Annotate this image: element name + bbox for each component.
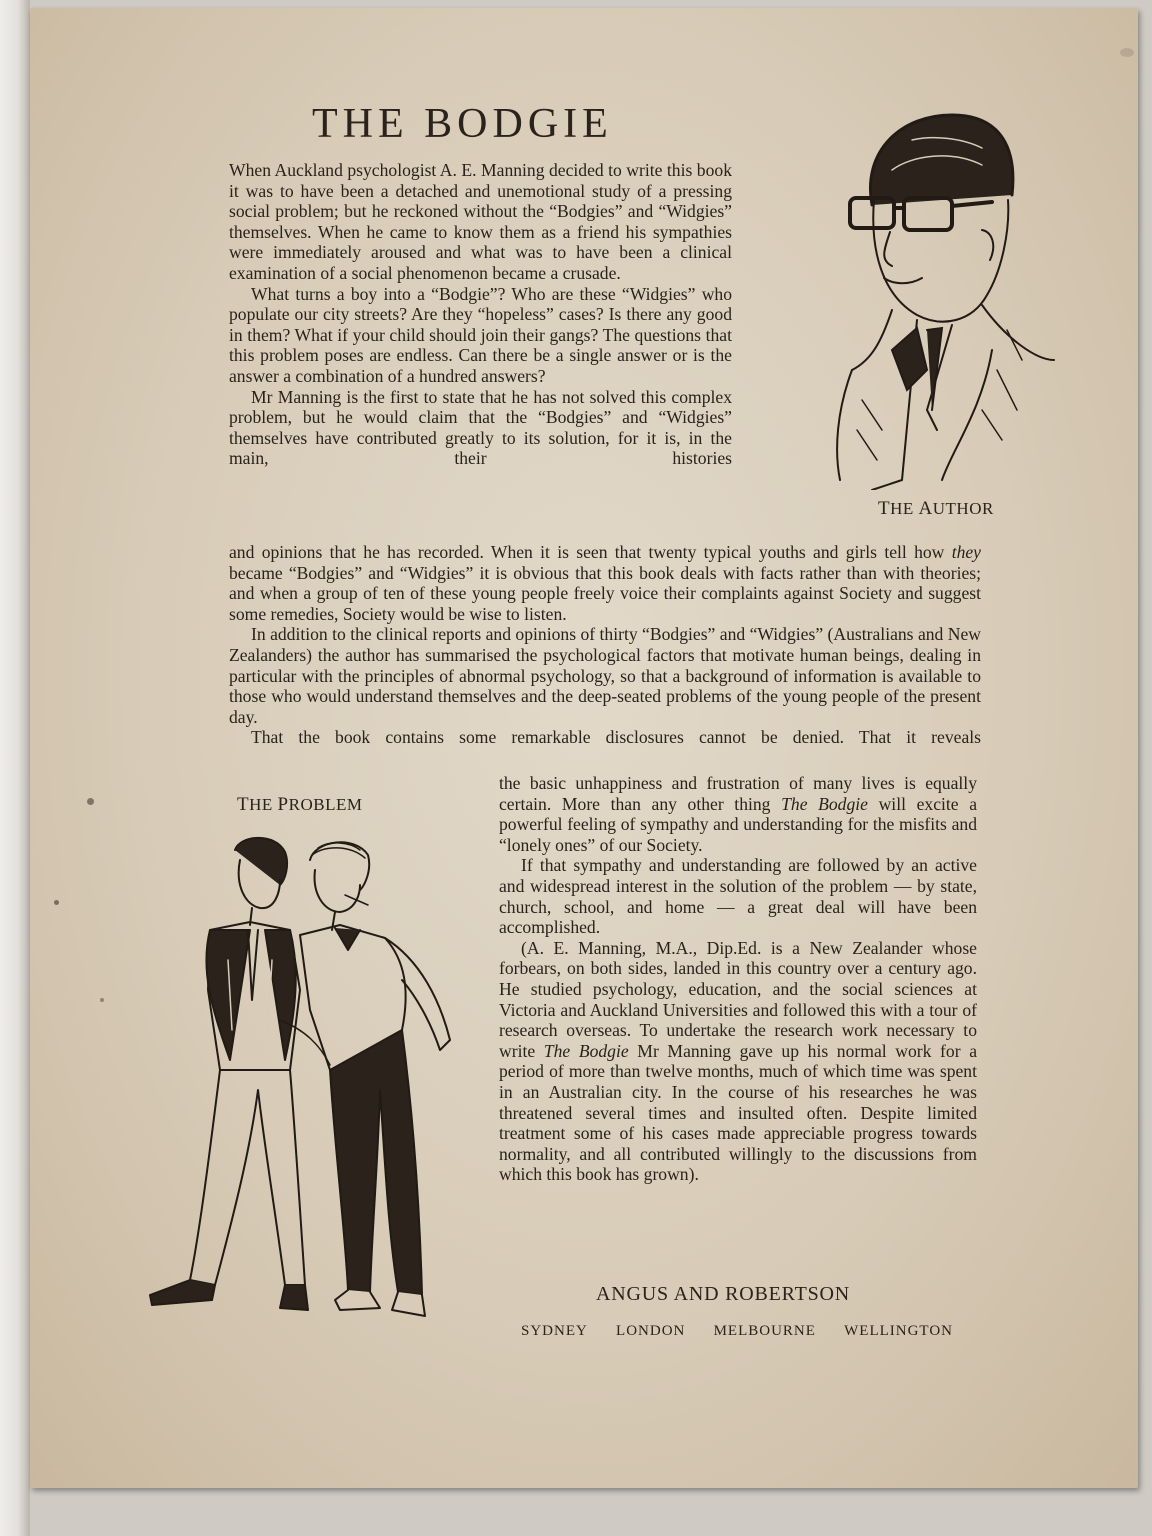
paragraph-7: (A. E. Manning, M.A., Dip.Ed. is a New Zealander whose forbears, on both sides, landed in this country over a century ago. He studied psychology, education, and the social sciences at Victoria and Auckland Universities and followed this with a tour of research overseas. To undertake the research work necessary to write The Bodgie Mr Manning gave up his normal work for a period of more than twelve months, much of which time was spent in an Australian city. In the course of his researches he was threatened several times and insulted often. Despite limited treatment some of his cases made appreciable progress towards normality, and all contributed willingly to the discussions from which this book has grown). (499, 937, 978, 1185)
publisher-name: ANGUS AND ROBERTSON (596, 1283, 851, 1305)
paragraph-5-start: That the book contains some remarkable disclosures cannot be denied. That it reveals (251, 727, 981, 748)
paragraph-6: If that sympathy and understanding are followed by an active and widespread interest in the solution of the problem — by state, church, school, and home — a great deal will have been accomplished. (499, 855, 977, 938)
paragraph-3-end: and opinions that he has recorded. When it is seen that twenty typical youths and girls tell how they became “Bodgies” and “Widgies” it is obvious that this book deals with facts rather than with theories; and when a group of ten of these young people freely voice their complaints against Society and suggest some remedies, Society would be wise to listen. (229, 542, 981, 624)
paper-stain (87, 798, 94, 805)
right-column (499, 773, 977, 1185)
author-caption: THE AUTHOR (878, 498, 994, 519)
city: MELBOURNE (713, 1323, 816, 1339)
paragraph-3-start: Mr Manning is the first to state that he has not solved this complex problem, but he would claim that the “Bodgies” and “Widgies” themselves have contributed greatly to its solution, for it is, in the main, their histories (229, 386, 732, 469)
paper-wear (1120, 48, 1134, 57)
book-spine-edge (0, 0, 30, 1536)
city: SYDNEY (521, 1323, 588, 1339)
paragraph-2: What turns a boy into a “Bodgie”? Who are these “Widgies” who populate our city streets? Are they “hopeless” cases? Is there any good in them? What if your child should join their gangs? The questions that this problem poses are endless. Can there be a single answer or is the answer a combination of a hundred answers? (229, 283, 732, 386)
city: LONDON (616, 1323, 686, 1339)
full-width-text (229, 542, 981, 748)
publisher-cities (521, 1323, 953, 1340)
paragraph-5-end: the basic unhappiness and frustration of many lives is equally certain. More than any other thing The Bodgie will excite a powerful feeling of sympathy and understanding for the misfits and “lonely ones” of our Society. (499, 773, 978, 855)
city: WELLINGTON (844, 1323, 953, 1339)
author-portrait-illustration (832, 110, 1057, 490)
problem-caption: THE PROBLEM (237, 794, 363, 815)
paragraph-4: In addition to the clinical reports and opinions of thirty “Bodgies” and “Widgies” (Australians and New Zealanders) the author has summarised the psychological factors that motivate human beings, dealing in particular with the principles of abnormal psychology, so that a background of information is available to those who would understand themselves and the deep-seated problems of the young people of the present day. (229, 624, 981, 727)
intro-column (229, 160, 732, 469)
page-title: THE BODGIE (312, 101, 613, 147)
problem-illustration (140, 830, 470, 1342)
paragraph-1: When Auckland psychologist A. E. Manning decided to write this book it was to have been a detached and unemotional study of a pressing social problem; but he reckoned without the “Bodgies” and “Widgies” themselves. When he came to know them as a friend his sympathies were immediately aroused and what was to have been a clinical examination of a social phenomenon became a crusade. (229, 160, 732, 283)
paper-stain (100, 998, 104, 1002)
paper-stain (54, 900, 59, 905)
